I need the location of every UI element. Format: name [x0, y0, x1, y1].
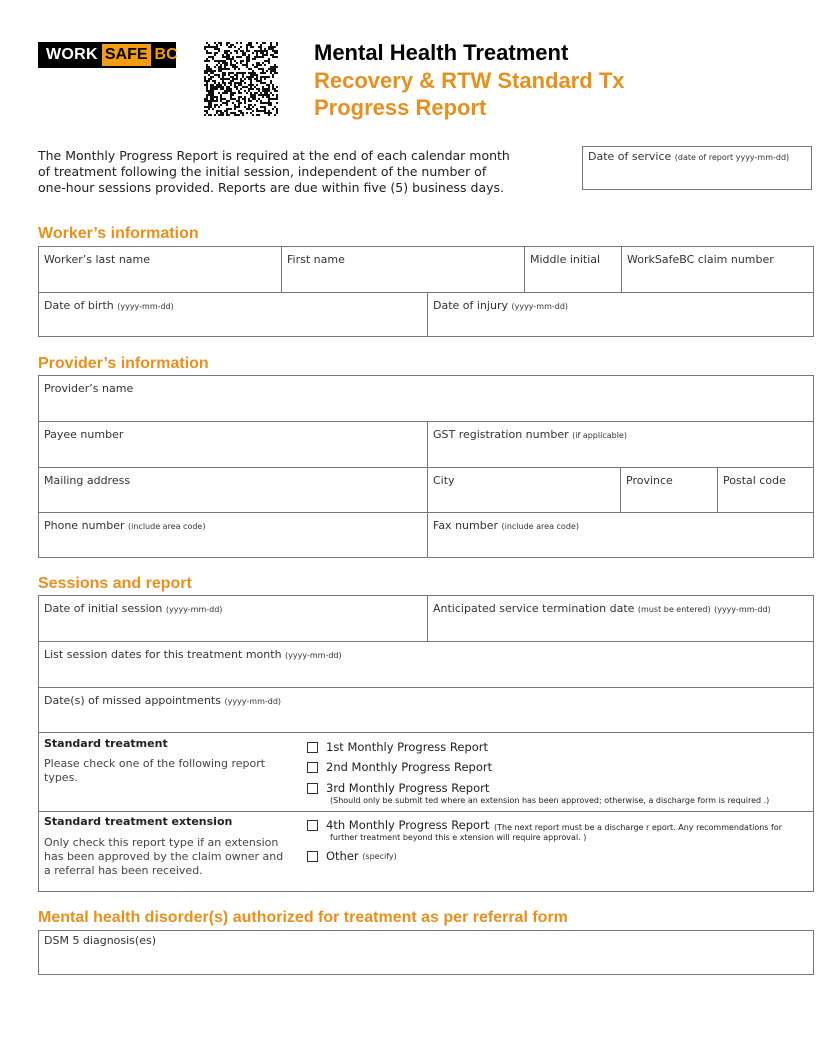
option-2nd-report[interactable]: [307, 760, 492, 774]
field-hint: (date of report yyyy-mm-dd): [674, 153, 790, 162]
barcode-icon: [204, 42, 278, 116]
missed-appointments-field[interactable]: [39, 688, 813, 732]
note-line: (The next report must be a discharge r eport. Any recommendations for: [494, 823, 782, 832]
intro-line: one-hour sessions provided. Reports are due within five (5) business days.: [38, 180, 505, 195]
option-label: 3rd Monthly Progress Report: [326, 781, 490, 795]
sessions-table: [38, 595, 814, 892]
field-label: Province: [626, 474, 673, 487]
option-label: 4th Monthly Progress Report: [326, 818, 490, 832]
logo-work: WORK: [46, 46, 98, 63]
standard-treatment-block: [39, 733, 813, 811]
field-hint: (include area code): [128, 522, 206, 531]
middle-initial-field[interactable]: [524, 247, 621, 292]
provider-info-table: [38, 375, 814, 558]
field-label: Anticipated service termination date: [433, 602, 635, 615]
checkbox[interactable]: [307, 783, 318, 794]
session-dates-field[interactable]: [39, 642, 813, 687]
worker-last-name-field[interactable]: [39, 247, 281, 292]
field-label: Date(s) of missed appointments: [44, 694, 221, 707]
form-title: Mental Health Treatment: [314, 40, 569, 65]
subtitle-line-1: Recovery & RTW Standard Tx: [314, 68, 625, 93]
standard-treatment-desc: [44, 757, 265, 785]
logo-safe: SAFE: [102, 44, 151, 66]
field-label: DSM 5 diagnosis(es): [44, 934, 156, 947]
phone-number-field[interactable]: [39, 513, 427, 557]
field-hint: (yyyy-mm-dd): [511, 302, 569, 311]
field-hint: (include area code): [501, 522, 579, 531]
city-field[interactable]: [427, 468, 620, 512]
field-hint: (must be entered): [637, 605, 711, 614]
field-label: Phone number: [44, 519, 125, 532]
field-label: List session dates for this treatment month: [44, 648, 282, 661]
checkbox[interactable]: [307, 820, 318, 831]
field-label: City: [433, 474, 455, 487]
field-label: GST registration number: [433, 428, 569, 441]
termination-date-field[interactable]: [427, 596, 813, 641]
desc-line: types.: [44, 771, 78, 784]
option-3rd-note: (Should only be submit ted where an extension has been approved; otherwise, a discharge form is required .): [330, 796, 770, 805]
postal-code-field[interactable]: [717, 468, 813, 512]
option-3rd-report[interactable]: [307, 781, 489, 795]
subtitle-line-2: Progress Report: [314, 95, 487, 120]
section-heading-disorder: Mental health disorder(s) authorized for treatment as per referral form: [38, 909, 568, 926]
field-label: Middle initial: [530, 253, 601, 266]
section-heading-provider: Provider’s information: [38, 355, 209, 372]
desc-line: has been approved by the claim owner and: [44, 850, 284, 863]
worker-info-table: [38, 246, 814, 337]
date-of-birth-field[interactable]: [39, 293, 427, 336]
field-label: Fax number: [433, 519, 498, 532]
field-label: Worker’s last name: [44, 253, 151, 266]
option-label: 2nd Monthly Progress Report: [326, 760, 493, 774]
gst-number-field[interactable]: [427, 422, 813, 467]
field-label: Postal code: [723, 474, 786, 487]
payee-number-field[interactable]: [39, 422, 427, 467]
checkbox[interactable]: [307, 742, 318, 753]
field-hint: (yyyy-mm-dd): [224, 697, 282, 706]
worksafebc-logo: [38, 42, 176, 68]
field-hint: (if applicable): [572, 431, 627, 440]
desc-line: Only check this report type if an extension: [44, 836, 279, 849]
field-label: First name: [287, 253, 345, 266]
first-name-field[interactable]: [281, 247, 524, 292]
standard-treatment-title: Standard treatment: [44, 737, 168, 750]
initial-session-field[interactable]: [39, 596, 427, 641]
note-line: further treatment beyond this e xtension will require approval. ): [330, 833, 587, 842]
field-label: Provider’s name: [44, 382, 134, 395]
option-hint: (specify): [362, 851, 397, 861]
section-heading-sessions: Sessions and report: [38, 575, 192, 592]
extension-title: Standard treatment extension: [44, 815, 233, 828]
option-other[interactable]: [307, 849, 397, 863]
field-hint: (yyyy-mm-dd): [165, 605, 223, 614]
field-hint: (yyyy-mm-dd): [714, 605, 771, 614]
date-of-injury-field[interactable]: [427, 293, 813, 336]
option-label: Other: [326, 849, 359, 863]
checkbox[interactable]: [307, 762, 318, 773]
field-label: Mailing address: [44, 474, 131, 487]
province-field[interactable]: [620, 468, 717, 512]
section-heading-worker: Worker’s information: [38, 225, 199, 242]
field-label: Date of initial session: [44, 602, 163, 615]
checkbox[interactable]: [307, 851, 318, 862]
dsm-diagnosis-field[interactable]: [38, 930, 814, 975]
mailing-address-field[interactable]: [39, 468, 427, 512]
field-label: Date of injury: [433, 299, 508, 312]
field-hint: (yyyy-mm-dd): [285, 651, 342, 660]
provider-name-field[interactable]: [39, 376, 813, 421]
field-hint: (yyyy-mm-dd): [117, 302, 174, 311]
intro-text: [38, 148, 558, 196]
claim-number-field[interactable]: [621, 247, 813, 292]
option-1st-report[interactable]: [307, 740, 488, 754]
desc-line: Please check one of the following report: [44, 757, 266, 770]
extension-block: [39, 812, 813, 891]
field-label: Date of service: [588, 150, 672, 163]
option-label: 1st Monthly Progress Report: [326, 740, 489, 754]
option-4th-note: [494, 822, 782, 833]
field-label: Payee number: [44, 428, 124, 441]
option-4th-report[interactable]: [307, 818, 489, 832]
field-label: WorkSafeBC claim number: [627, 253, 774, 266]
fax-number-field[interactable]: [427, 513, 813, 557]
field-label: Date of birth: [44, 299, 114, 312]
intro-line: of treatment following the initial session, independent of the number of: [38, 164, 487, 179]
date-of-service-field[interactable]: [582, 146, 812, 190]
desc-line: a referral has been received.: [44, 864, 203, 877]
form-subtitle: [314, 67, 625, 121]
logo-bc: BC: [154, 46, 178, 63]
intro-line: The Monthly Progress Report is required at the end of each calendar month: [38, 148, 510, 163]
extension-desc: [44, 836, 283, 878]
